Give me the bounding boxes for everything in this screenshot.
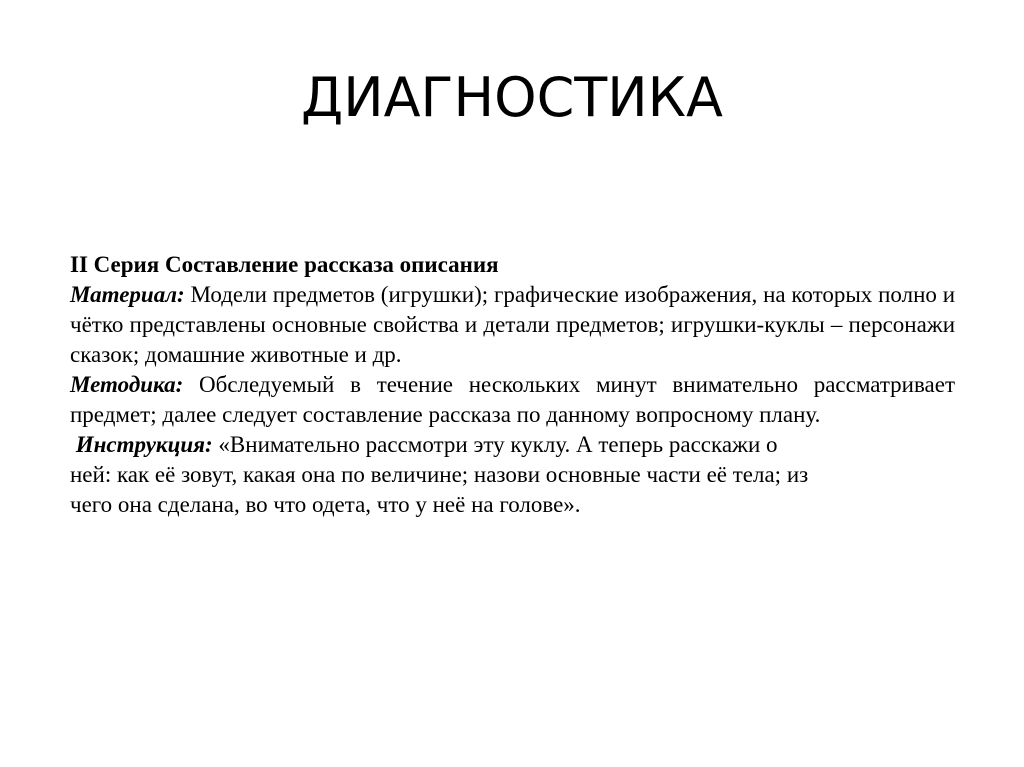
slide-body [70, 250, 955, 520]
material-text: Модели предметов (игрушки); графические изображения, на которых полно и чётко представлены основные свойства и детали предметов; игрушки-куклы – персонажи сказок; домашние животные и др. [70, 282, 955, 367]
instruction-text-1: «Внимательно рассмотри эту куклу. А теперь расскажи о [212, 432, 778, 457]
instruction-line-1 [70, 430, 955, 460]
series-heading: II Серия Составление рассказа описания [70, 252, 499, 277]
method-label: Методика: [70, 372, 184, 397]
slide-title: ДИАГНОСТИКА [301, 66, 723, 129]
instruction-paragraph [70, 430, 955, 520]
method-paragraph [70, 370, 955, 430]
material-paragraph [70, 280, 955, 370]
method-text: Обследуемый в течение нескольких минут внимательно рассматривает предмет; далее следует составление рассказа по данному вопросному плану. [70, 372, 955, 427]
material-label: Материал: [70, 282, 185, 307]
instruction-label: Инструкция: [75, 432, 213, 457]
instruction-line-2: ней: как её зовут, какая она по величине; назови основные части её тела; из [70, 462, 809, 487]
instruction-line-3: чего она сделана, во что одета, что у неё на голове». [70, 492, 581, 517]
